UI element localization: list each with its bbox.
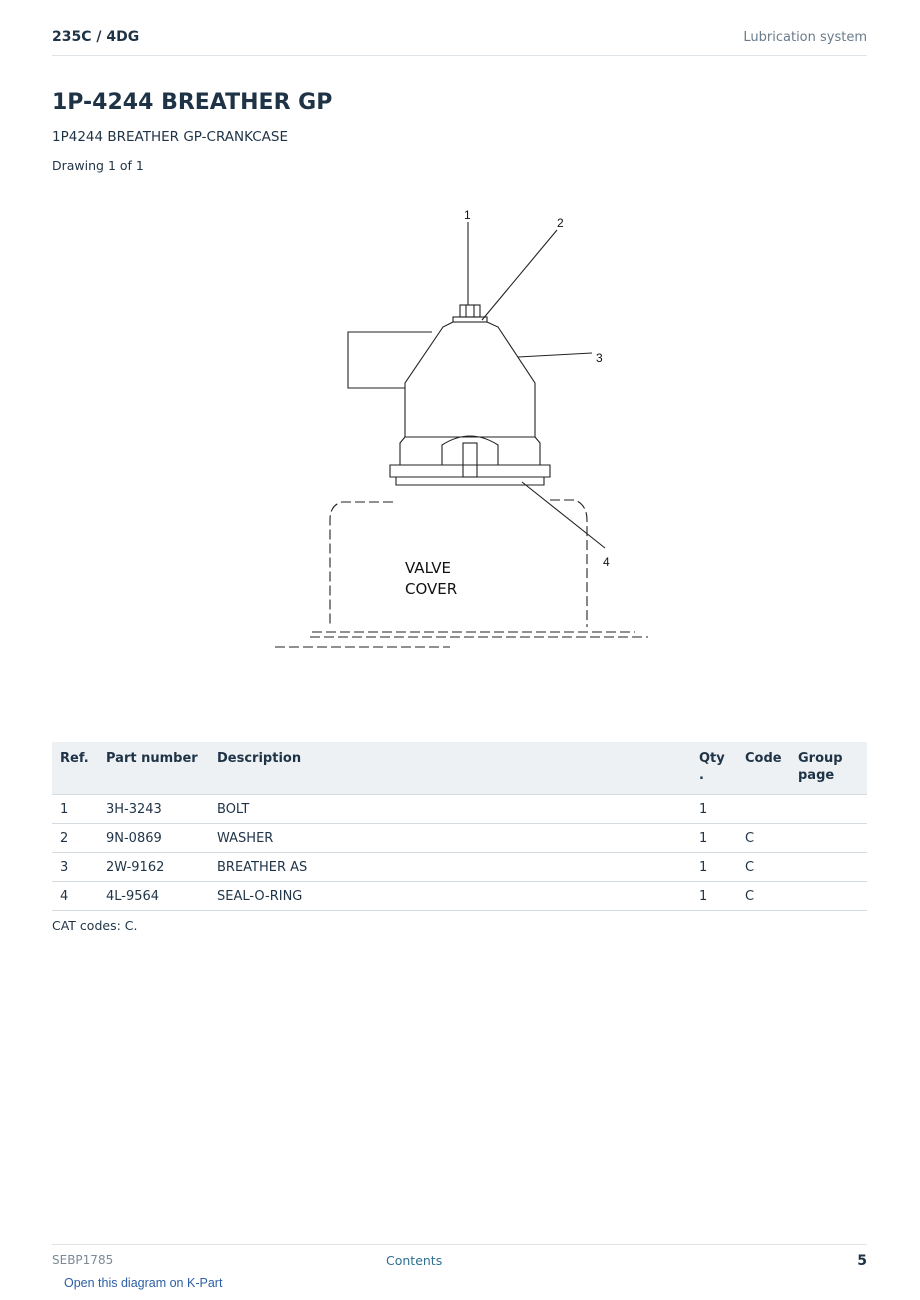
cell-group-page <box>790 795 867 824</box>
leader-line-3 <box>518 353 592 357</box>
cell-qty: 1 <box>691 824 737 853</box>
cell-ref: 2 <box>52 824 98 853</box>
cell-description: BOLT <box>209 795 691 824</box>
valve-label-line1: VALVE <box>405 559 452 577</box>
breather-tube <box>348 332 432 388</box>
cell-group-page <box>790 824 867 853</box>
cell-part-number: 9N-0869 <box>98 824 209 853</box>
page-subtitle: 1P4244 BREATHER GP-CRANKCASE <box>52 129 288 145</box>
leader-line-2 <box>482 230 557 320</box>
breather-body <box>405 322 535 437</box>
cell-ref: 4 <box>52 882 98 911</box>
parts-diagram <box>250 195 670 705</box>
col-group-page-header: Group page <box>790 742 867 795</box>
callout-1: 1 <box>464 208 471 222</box>
cell-code: C <box>737 824 790 853</box>
col-ref-header: Ref. <box>52 742 98 795</box>
valve-cover-outline <box>330 502 393 627</box>
cell-qty: 1 <box>691 882 737 911</box>
page-number: 5 <box>857 1253 867 1269</box>
cell-qty: 1 <box>691 853 737 882</box>
parts-table <box>52 742 867 911</box>
cell-code: C <box>737 882 790 911</box>
cell-group-page <box>790 882 867 911</box>
document-id: SEBP1785 <box>52 1253 114 1267</box>
col-description-header: Description <box>209 742 691 795</box>
table-row <box>52 824 867 853</box>
callout-4: 4 <box>603 555 610 569</box>
cell-ref: 1 <box>52 795 98 824</box>
cell-description: BREATHER AS <box>209 853 691 882</box>
cell-description: SEAL-O-RING <box>209 882 691 911</box>
col-part-number-header: Part number <box>98 742 209 795</box>
table-row <box>52 882 867 911</box>
page-footer <box>52 1244 867 1275</box>
cell-code <box>737 795 790 824</box>
cell-part-number: 4L-9564 <box>98 882 209 911</box>
cell-part-number: 2W-9162 <box>98 853 209 882</box>
cat-codes-note: CAT codes: C. <box>52 918 138 933</box>
table-row <box>52 795 867 824</box>
cell-group-page <box>790 853 867 882</box>
kpart-link[interactable]: Open this diagram on K-Part <box>64 1276 223 1290</box>
cell-code: C <box>737 853 790 882</box>
page-title: 1P-4244 BREATHER GP <box>52 90 333 115</box>
page-header <box>52 28 867 56</box>
table-header-row <box>52 742 867 795</box>
section-label: Lubrication system <box>743 30 867 45</box>
drawing-count: Drawing 1 of 1 <box>52 158 144 173</box>
cell-ref: 3 <box>52 853 98 882</box>
bolt-shape <box>460 305 480 317</box>
breather-base <box>400 437 540 465</box>
cell-qty: 1 <box>691 795 737 824</box>
col-qty-header: Qty . <box>691 742 737 795</box>
cell-description: WASHER <box>209 824 691 853</box>
col-code-header: Code <box>737 742 790 795</box>
breather-flange <box>390 465 550 477</box>
callout-2: 2 <box>557 216 564 230</box>
leader-line-4 <box>522 482 605 548</box>
cell-part-number: 3H-3243 <box>98 795 209 824</box>
contents-link[interactable]: Contents <box>386 1253 443 1268</box>
callout-3: 3 <box>596 351 603 365</box>
model-label: 235C / 4DG <box>52 29 140 45</box>
valve-label-line2: COVER <box>405 580 458 598</box>
table-row <box>52 853 867 882</box>
breather-drawing <box>250 195 670 705</box>
